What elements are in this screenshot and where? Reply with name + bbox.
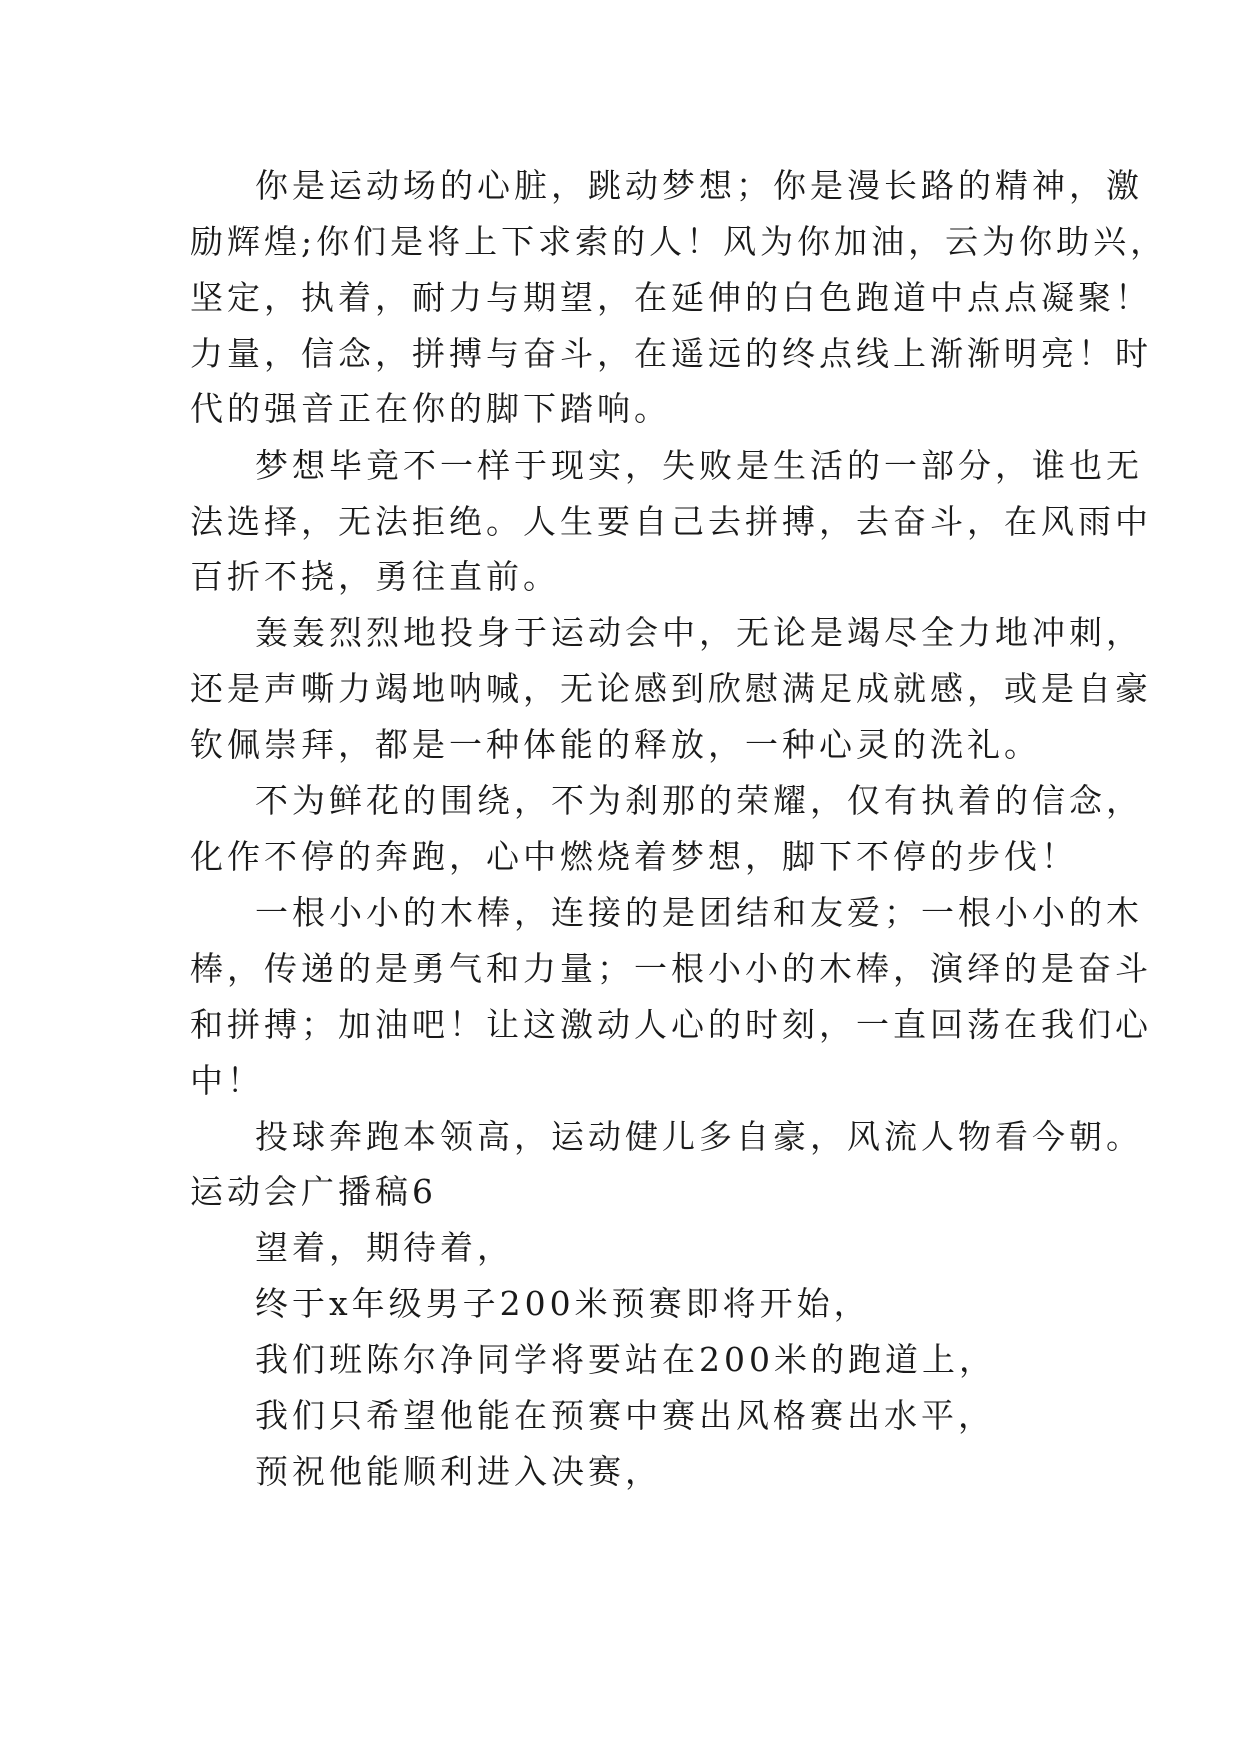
text-line: 预祝他能顺利进入决赛， (255, 1452, 662, 1491)
text-line: 百折不挠，勇往直前。 (190, 557, 560, 596)
text-line: 你是运动场的心脏，跳动梦想；你是漫长路的精神，激 (255, 166, 1143, 205)
text-line: 励辉煌;你们是将上下求索的人！风为你加油，云为你助兴， (190, 222, 1168, 261)
text-line: 化作不停的奔跑，心中燃烧着梦想，脚下不停的步伐！ (190, 837, 1078, 876)
text-line: 和拼搏；加油吧！让这激动人心的时刻，一直回荡在我们心 (190, 1005, 1152, 1044)
text-line: 投球奔跑本领高，运动健儿多自豪，风流人物看今朝。 (255, 1117, 1143, 1156)
section-heading: 运动会广播稿6 (190, 1172, 437, 1211)
text-line: 终于x年级男子200米预赛即将开始， (255, 1284, 871, 1323)
text-line: 棒，传递的是勇气和力量；一根小小的木棒，演绎的是奋斗 (190, 949, 1152, 988)
text-line: 力量，信念，拼搏与奋斗，在遥远的终点线上渐渐明亮！时 (190, 334, 1152, 373)
text-line: 还是声嘶力竭地呐喊，无论感到欣慰满足成就感，或是自豪 (190, 669, 1152, 708)
text-line: 坚定，执着，耐力与期望，在延伸的白色跑道中点点凝聚！ (190, 278, 1152, 317)
text-line: 梦想毕竟不一样于现实，失败是生活的一部分，谁也无 (255, 446, 1143, 485)
text-line: 代的强音正在你的脚下踏响。 (190, 389, 671, 428)
text-line: 一根小小的木棒，连接的是团结和友爱；一根小小的木 (255, 893, 1143, 932)
text-line: 望着，期待着， (255, 1228, 514, 1267)
text-line: 中！ (190, 1061, 264, 1100)
text-line: 我们班陈尔净同学将要站在200米的跑道上， (255, 1340, 996, 1379)
text-line: 法选择，无法拒绝。人生要自己去拼搏，去奋斗，在风雨中 (190, 502, 1152, 541)
text-line: 轰轰烈烈地投身于运动会中，无论是竭尽全力地冲刺， (255, 613, 1143, 652)
text-line: 不为鲜花的围绕，不为刹那的荣耀，仅有执着的信念， (255, 781, 1143, 820)
text-line: 钦佩崇拜，都是一种体能的释放，一种心灵的洗礼。 (190, 725, 1041, 764)
text-line: 我们只希望他能在预赛中赛出风格赛出水平， (255, 1396, 995, 1435)
